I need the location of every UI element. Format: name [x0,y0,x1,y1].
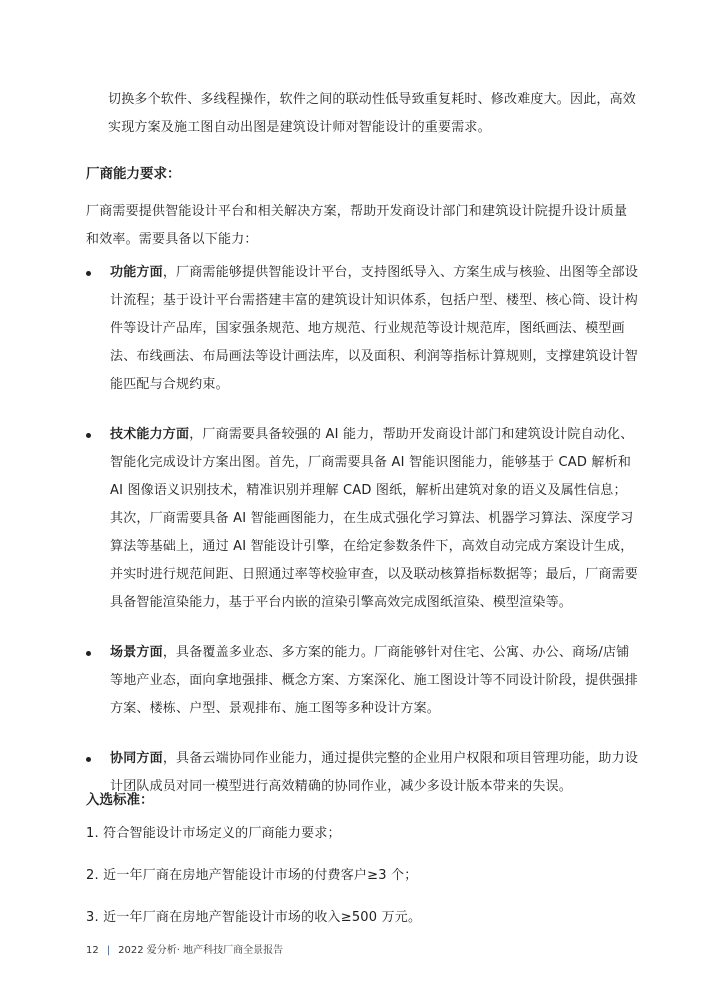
vendor-requirements-heading: 厂商能力要求： [86,166,181,182]
criteria-item: 1. 符合智能设计市场定义的厂商能力要求； [86,826,341,841]
selection-criteria-list [86,820,638,946]
bullet-icon [86,757,91,762]
capability-title: 协同方面 [110,751,163,766]
capability-title: 场景方面 [110,645,163,660]
capability-technology [86,421,638,617]
vendor-requirements-paragraph: 厂商需要提供智能设计平台和相关解决方案，帮助开发商设计部门和建筑设计院提升设计质量和效率。需要具备以下能力： [86,204,628,247]
capability-collaboration [86,745,638,801]
capability-scenario [86,639,638,723]
selection-criteria-heading: 入选标准： [86,792,154,808]
footer-separator: | [106,945,111,956]
capability-title: 功能方面 [110,265,163,280]
criteria-item: 3. 近一年厂商在房地产智能设计市场的收入≥500 万元。 [86,910,422,925]
capability-title: 技术能力方面 [110,427,190,442]
capability-list [86,259,638,823]
bullet-icon [86,433,91,438]
page-footer [86,944,283,958]
bullet-icon [86,271,91,276]
page-number: 12 [86,945,99,956]
capability-text: ，厂商需要具备较强的 AI 能力，帮助开发商设计部门和建筑设计院自动化、智能化完成设计方案出图。首先，厂商需要具备 AI 智能识图能力，能够基于 CAD 解析和 AI 图像语义识别技术，精准识别并理解 CAD 图纸，解析出建筑对象的语义及属性信息；其次，厂商需要具备 AI 智能画图能力，在生成式强化学习算法、机器学习算法、深度学习算法等基础上，通过 AI 智能设计引擎，在给定参数条件下，高效自动完成方案设计生成，并实时进行规范间距、日照通过率等校验审查，以及联动核算指标数据等；最后，厂商需要具备智能渲染能力，基于平台内嵌的渲染引擎高效完成图纸渲染、模型渲染等。 [110,427,639,610]
capability-text: ，具备云端协同作业能力，通过提供完整的企业用户权限和项目管理功能，助力设计团队成员对同一模型进行高效精确的协同作业，减少多设计版本带来的失误。 [110,751,639,794]
report-title: 2022 爱分析· 地产科技厂商全景报告 [118,945,284,956]
intro-paragraph: 切换多个软件、多线程操作，软件之间的联动性低导致重复耗时、修改难度大。因此，高效实现方案及施工图自动出图是建筑设计师对智能设计的重要需求。 [108,92,637,135]
capability-function [86,259,638,399]
capability-text: ，具备覆盖多业态、多方案的能力。厂商能够针对住宅、公寓、办公、商场/店铺等地产业态，面向拿地强排、概念方案、方案深化、施工图设计等不同设计阶段，提供强排方案、楼栋、户型、景观排布、施工图等多种设计方案。 [110,645,639,716]
bullet-icon [86,651,91,656]
criteria-item: 2. 近一年厂商在房地产智能设计市场的付费客户≥3 个； [86,868,418,883]
capability-text: ，厂商需能够提供智能设计平台，支持图纸导入、方案生成与核验、出图等全部设计流程；基于设计平台需搭建丰富的建筑设计知识体系，包括户型、楼型、核心筒、设计构件等设计产品库，国家强条规范、地方规范、行业规范等设计规范库，图纸画法、模型画法、布线画法、布局画法等设计画法库，以及面积、利润等指标计算规则，支撑建筑设计智能匹配与合规约束。 [110,265,639,392]
